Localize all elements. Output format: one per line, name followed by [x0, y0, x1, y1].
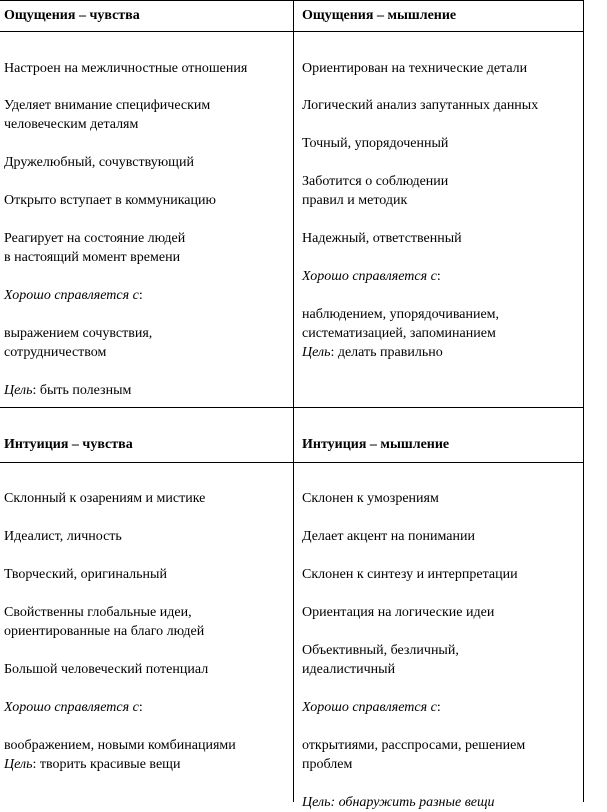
- q2-item: Ориентирован на технические детали: [302, 61, 528, 76]
- q4-item: Ориентация на логические идеи: [302, 605, 495, 620]
- q1-item: Реагирует на состояние людей: [4, 231, 186, 246]
- q3-good-label-italic: Хорошо справляется с: [4, 700, 139, 715]
- q3-good-colon: :: [138, 700, 143, 715]
- q4-good-label: [302, 698, 441, 717]
- q2-goal-label: Цель: [302, 345, 331, 360]
- q4-item: Делает акцент на понимании: [302, 529, 475, 544]
- q3-item: Склонный к озарениям и мистике: [4, 491, 206, 506]
- row-divider: [0, 407, 584, 408]
- q3-good-label: [4, 698, 143, 717]
- q3-good-line: воображением, новыми комбинациями: [4, 738, 236, 753]
- q2-item: Надежный, ответственный: [302, 231, 462, 246]
- header-divider-top: [0, 31, 584, 32]
- table-border-top: [0, 0, 584, 1]
- q2-good-label: [302, 267, 441, 286]
- q2-item: Точный, упорядоченный: [302, 136, 449, 151]
- q4-item: Склонен к умозрениям: [302, 491, 439, 506]
- q4-item: Объективный, безличный,: [302, 643, 459, 658]
- table-border-right: [583, 0, 584, 802]
- q1-item: Уделяет внимание специфическим: [4, 98, 211, 113]
- q1-item: Дружелюбный, сочувствующий: [4, 155, 194, 170]
- q3-goal-text: : творить красивые вещи: [32, 757, 181, 772]
- q2-header: Ощущения – мышление: [302, 8, 457, 23]
- q2-goal-text: : делать правильно: [330, 345, 443, 360]
- q4-header: Интуиция – мышление: [302, 437, 450, 452]
- q2-good-colon: :: [436, 269, 441, 284]
- q4-good-label-italic: Хорошо справляется с: [302, 700, 437, 715]
- q4-good-line: проблем: [302, 757, 353, 772]
- q1-item: Настроен на межличностные отношения: [4, 61, 248, 76]
- q3-header: Интуиция – чувства: [4, 437, 133, 452]
- q1-good-label: [4, 286, 143, 305]
- q3-item: Идеалист, личность: [4, 529, 122, 544]
- q2-good-line: наблюдением, упорядочиванием,: [302, 307, 500, 322]
- q1-good-line: сотрудничеством: [4, 345, 107, 360]
- header-divider-bottom: [0, 462, 584, 463]
- q4-goal-clip: [302, 793, 582, 810]
- q1-item: человеческим деталям: [4, 117, 139, 132]
- q2-item: Заботится о соблюдении: [302, 174, 449, 189]
- q4-item: Склонен к синтезу и интерпретации: [302, 567, 518, 582]
- q3-item: Свойственны глобальные идеи,: [4, 605, 192, 620]
- q1-goal-label: Цель: [4, 383, 33, 398]
- q2-good-line: систематизацией, запоминанием: [302, 326, 496, 341]
- q3-goal: [4, 755, 180, 774]
- column-divider: [293, 0, 294, 802]
- q1-goal-text: : быть полезным: [32, 383, 132, 398]
- q1-goal: [4, 381, 131, 400]
- q3-goal-label: Цель: [4, 757, 33, 772]
- q1-good-colon: :: [138, 288, 143, 303]
- q2-good-label-italic: Хорошо справляется с: [302, 269, 437, 284]
- q1-good-label-italic: Хорошо справляется с: [4, 288, 139, 303]
- q2-item: Логический анализ запутанных данных: [302, 98, 539, 113]
- q3-item: Творческий, оригинальный: [4, 567, 167, 582]
- q2-goal: [302, 343, 443, 362]
- q1-item: в настоящий момент времени: [4, 250, 181, 265]
- q1-good-line: выражением сочувствия,: [4, 326, 153, 341]
- q4-good-line: открытиями, расспросами, решением: [302, 738, 526, 753]
- q4-goal-partial: Цель: обнаружить разные вещи: [302, 795, 495, 810]
- q3-item: Большой человеческий потенциал: [4, 662, 209, 677]
- q3-item: ориентированные на благо людей: [4, 624, 205, 639]
- q1-header: Ощущения – чувства: [4, 8, 140, 23]
- q4-item: идеалистичный: [302, 662, 396, 677]
- q4-good-colon: :: [436, 700, 441, 715]
- q2-item: правил и методик: [302, 193, 408, 208]
- q1-item: Открыто вступает в коммуникацию: [4, 193, 216, 208]
